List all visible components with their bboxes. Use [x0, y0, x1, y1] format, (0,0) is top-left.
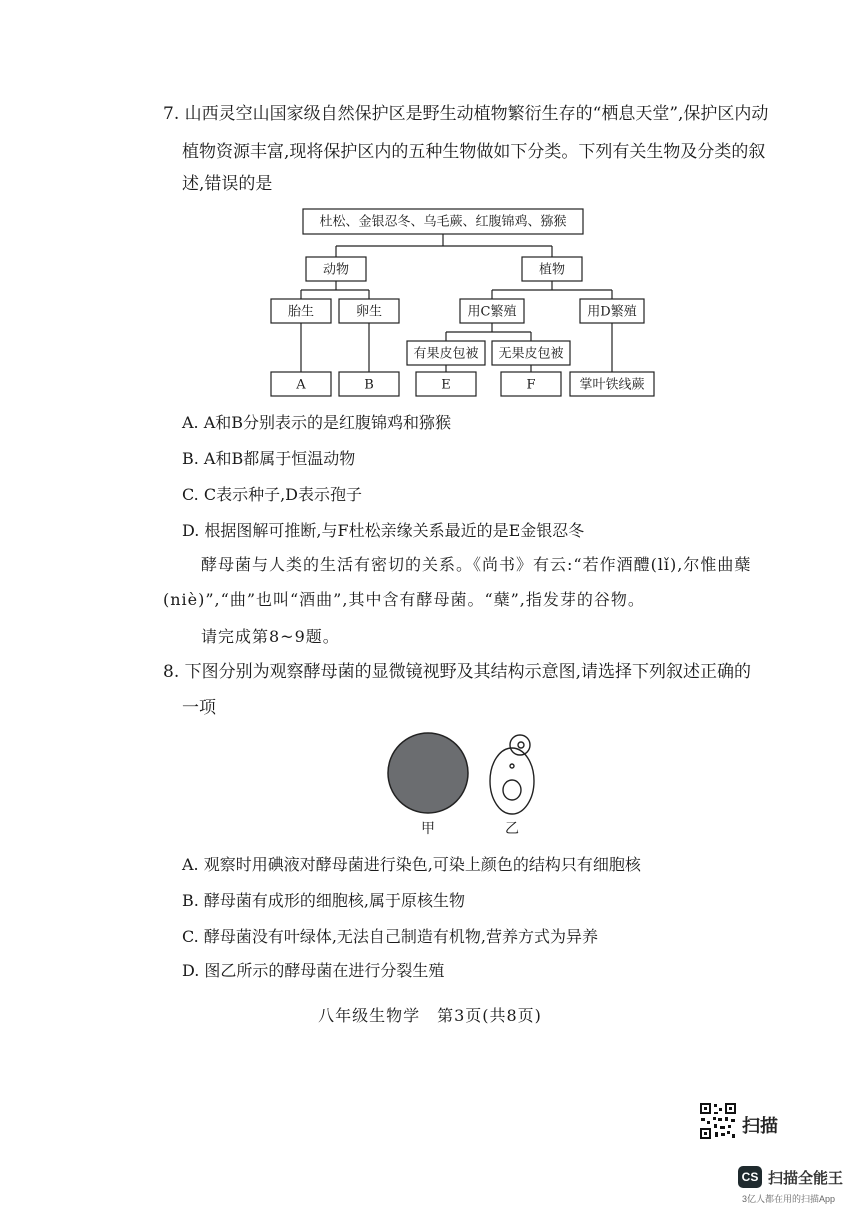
diagram-leaf-e: E — [441, 377, 451, 393]
intro-line-3: 请完成第8~9题。 — [201, 627, 340, 646]
camscanner-logo-icon: CS — [738, 1166, 762, 1188]
intro-line-2: (niè)”,“曲”也叫“酒曲”,其中含有酵母菌。“蘖”,指发芽的谷物。 — [163, 590, 645, 609]
microscope-field-figure — [388, 733, 468, 813]
diagram-leaf-f: F — [526, 377, 536, 393]
diagram-use-d-label: 用D繁殖 — [587, 304, 637, 320]
diagram-with-peel-label: 有果皮包被 — [413, 346, 479, 362]
diagram-root-label: 杜松、金银忍冬、乌毛蕨、红腹锦鸡、猕猴 — [319, 214, 567, 230]
diagram-leaf-fern: 掌叶铁线蕨 — [579, 377, 645, 393]
scan-label: 扫描 — [742, 1116, 778, 1136]
q8-line-1: 8. 下图分别为观察酵母菌的显微镜视野及其结构示意图,请选择下列叙述正确的 — [163, 662, 752, 682]
q8-option-b: B. 酵母菌有成形的细胞核,属于原核生物 — [182, 891, 466, 910]
q8-option-c: C. 酵母菌没有叶绿体,无法自己制造有机物,营养方式为异养 — [182, 927, 599, 946]
brand-tagline: 3亿人都在用的扫描App — [742, 1194, 836, 1204]
q7-line-2: 植物资源丰富,现将保护区内的五种生物做如下分类。下列有关生物及分类的叙 — [182, 142, 766, 162]
scanner-brand — [738, 1166, 843, 1188]
q8-option-d: D. 图乙所示的酵母菌在进行分裂生殖 — [182, 961, 445, 980]
yeast-cell-figure — [490, 735, 534, 814]
q7-line-3: 述,错误的是 — [182, 174, 273, 194]
intro-line-1: 酵母菌与人类的生活有密切的关系。《尚书》有云:“若作酒醴(lǐ),尔惟曲蘖 — [201, 555, 752, 574]
brand-name: 扫描全能王 — [768, 1169, 844, 1187]
page-footer: 八年级生物学 第3页(共8页) — [318, 1006, 542, 1025]
figure-label-jia: 甲 — [421, 821, 435, 837]
q7-line-1: 7. 山西灵空山国家级自然保护区是野生动植物繁衍生存的“栖息天堂”,保护区内动 — [163, 104, 769, 124]
diagram-leaf-b: B — [364, 377, 374, 393]
q7-option-c: C. C表示种子,D表示孢子 — [182, 485, 363, 504]
q7-option-a: A. A和B分别表示的是红腹锦鸡和猕猴 — [182, 413, 452, 432]
diagram-use-c-label: 用C繁殖 — [467, 304, 517, 320]
q7-option-b: B. A和B都属于恒温动物 — [182, 449, 356, 468]
q8-option-a: A. 观察时用碘液对酵母菌进行染色,可染上颜色的结构只有细胞核 — [182, 855, 641, 874]
figure-label-yi: 乙 — [505, 821, 519, 837]
diagram-plant-label: 植物 — [538, 262, 566, 278]
qr-code-icon — [699, 1102, 737, 1140]
diagram-oviparous-label: 卵生 — [355, 304, 383, 320]
diagram-leaf-a: A — [296, 377, 306, 393]
q8-line-2: 一项 — [182, 698, 216, 718]
diagram-no-peel-label: 无果皮包被 — [498, 346, 564, 362]
diagram-viviparous-label: 胎生 — [287, 304, 315, 320]
q7-option-d: D. 根据图解可推断,与F杜松亲缘关系最近的是E金银忍冬 — [182, 521, 585, 540]
diagram-animal-label: 动物 — [322, 262, 350, 278]
